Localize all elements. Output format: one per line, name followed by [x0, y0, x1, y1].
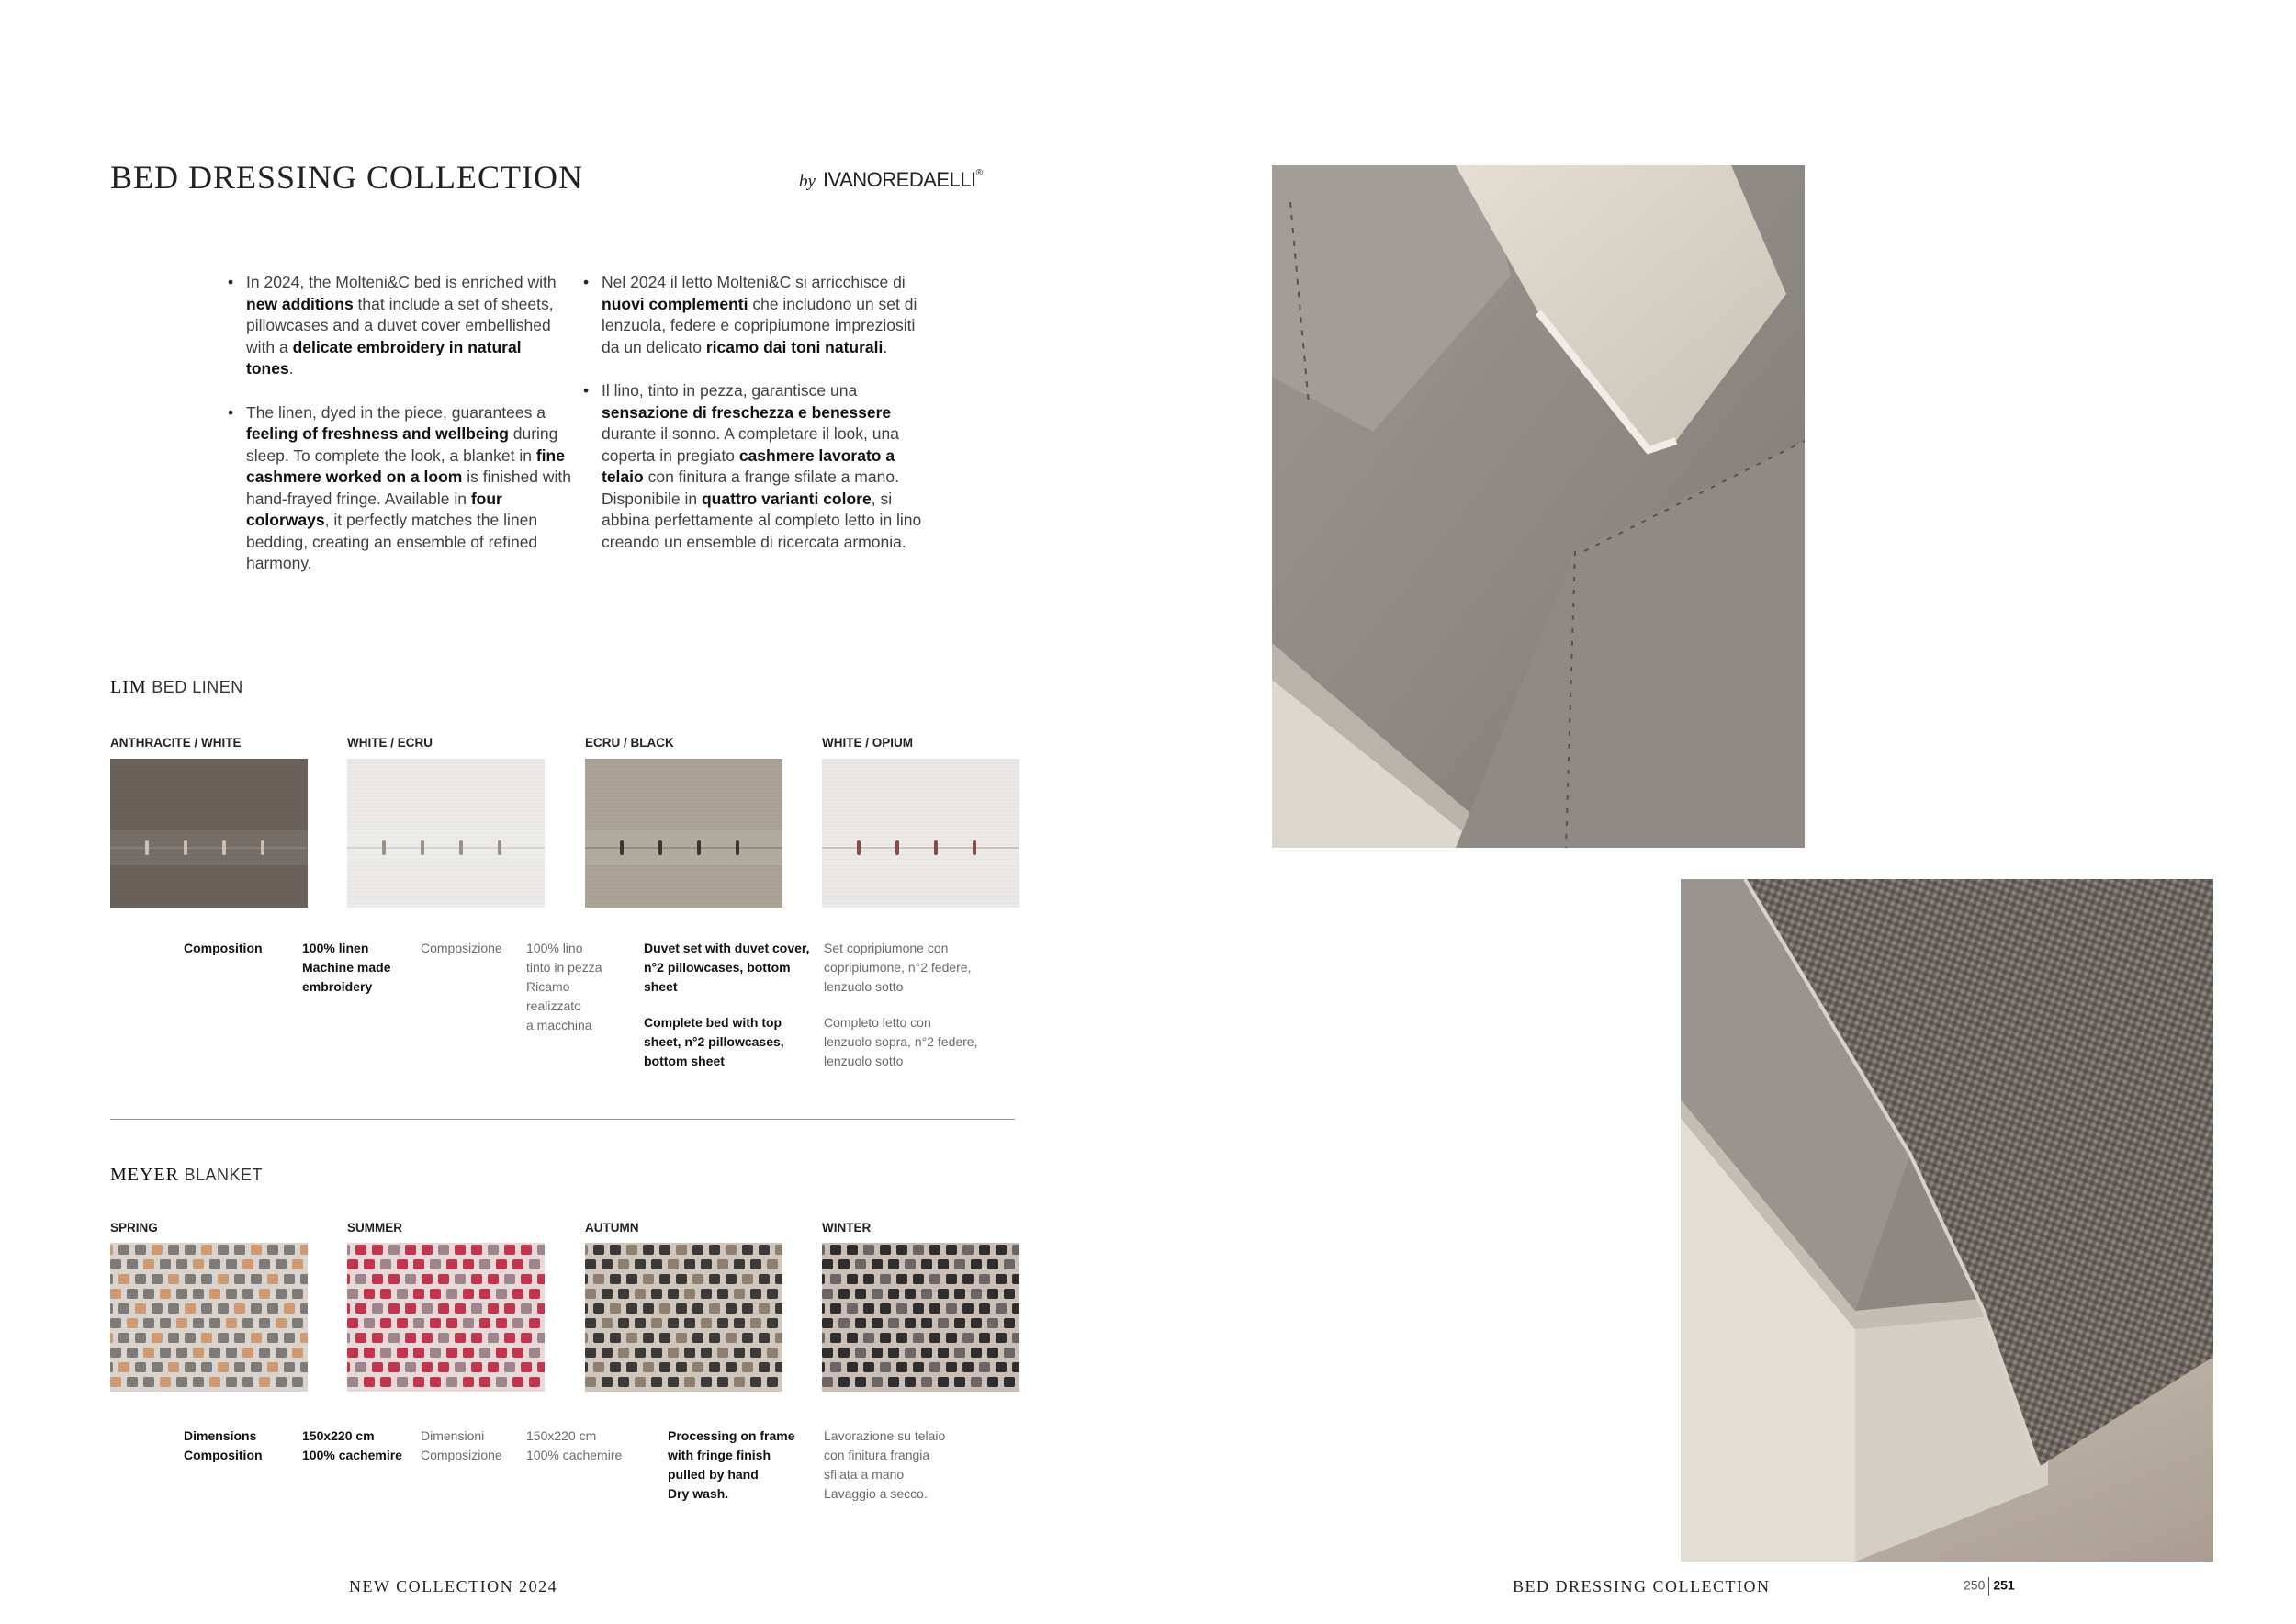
intro-text: durante il sonno. A completare il look, una coperta in pregiato: [602, 424, 899, 465]
spec-line: Machine made: [302, 960, 391, 975]
page-separator: [1988, 1577, 1989, 1596]
spec-line: Composizione: [421, 1448, 502, 1462]
composition-label: Composition: [184, 941, 263, 955]
spec-line: 100% cachemire: [302, 1448, 402, 1462]
spec-line: bottom sheet: [644, 1054, 725, 1068]
blanket-process-italian: [824, 1427, 945, 1504]
section-divider: [110, 1119, 1015, 1120]
blanket-spec-values-italian: [526, 1427, 622, 1465]
page-title: BED DRESSING COLLECTION: [110, 159, 583, 196]
spec-line: 100% linen: [302, 941, 369, 955]
page-numbers: [1964, 1577, 2015, 1596]
swatch-colorway-label: WINTER: [822, 1221, 872, 1235]
blanket-spec-values-english: [302, 1427, 402, 1465]
blanket-bed-photo: [1681, 879, 2213, 1562]
fabric-swatch: [110, 759, 308, 908]
linen-bed-photo: [1272, 165, 1805, 848]
intro-emphasis: ricamo dai toni naturali: [705, 337, 884, 356]
swatch-colorway-label: SUMMER: [347, 1221, 402, 1235]
complete-bed-english: [644, 1013, 784, 1071]
blanket-section-heading: [110, 1165, 263, 1186]
intro-text: Il lino, tinto in pezza, garantisce una: [602, 381, 858, 400]
brand-by: by: [799, 172, 816, 191]
spec-line: with fringe finish: [668, 1448, 771, 1462]
spec-line: Lavaggio a secco.: [824, 1486, 928, 1501]
intro-text: con finitura a frange sfilate a mano. Disponibile in: [602, 468, 899, 508]
intro-paragraph: [246, 402, 572, 575]
intro-emphasis: cashmere lavorato a telaio: [602, 445, 895, 486]
spec-line: sheet, n°2 pillowcases,: [644, 1034, 784, 1049]
swatch-colorway-label: WHITE / OPIUM: [822, 736, 913, 750]
swatch-colorway-label: ECRU / BLACK: [585, 736, 674, 750]
spec-line: embroidery: [302, 979, 373, 994]
intro-emphasis: feeling of freshness and wellbeing: [246, 424, 509, 443]
fabric-swatch: [347, 1243, 545, 1392]
intro-emphasis: delicate embroidery in natural tones: [246, 337, 522, 378]
registered-mark: ®: [975, 168, 984, 178]
page-number-left: 250: [1964, 1577, 1986, 1593]
spec-line: Ricamo: [526, 979, 570, 994]
footer-collection-title: NEW COLLECTION 2024: [349, 1577, 558, 1596]
intro-text: during sleep. To complete the look, a blanket in: [246, 424, 558, 465]
spec-line: sheet: [644, 979, 678, 994]
spec-line: 150x220 cm: [302, 1428, 375, 1443]
blanket-product-label: BLANKET: [184, 1166, 264, 1184]
linen-product-label: BED LINEN: [152, 678, 243, 696]
spec-line: pulled by hand: [668, 1467, 759, 1482]
blanket-process-english: [668, 1427, 795, 1504]
intro-emphasis: new additions: [246, 294, 354, 313]
composition-value: [302, 939, 390, 997]
intro-text: Nel 2024 il letto Molteni&C si arricchisce di: [602, 273, 906, 291]
intro-paragraph: [246, 272, 572, 380]
intro-paragraph: [602, 272, 928, 358]
fabric-swatch: [585, 1243, 782, 1392]
intro-emphasis: sensazione di freschezza e benessere: [602, 402, 892, 422]
spec-line: lenzuolo sotto: [824, 979, 904, 994]
swatch-colorway-label: ANTHRACITE / WHITE: [110, 736, 242, 750]
brand-signature: [799, 168, 983, 192]
spec-line: a macchina: [526, 1018, 592, 1032]
spec-line: sfilata a mano: [824, 1467, 905, 1482]
spec-line: Dimensions: [184, 1428, 257, 1443]
intro-text: .: [883, 337, 888, 356]
spec-line: Lavorazione su telaio: [824, 1428, 946, 1443]
spec-line: con finitura frangia: [824, 1448, 930, 1462]
composizione-value: [526, 939, 602, 1035]
intro-paragraph: [602, 380, 928, 553]
blanket-product-name: MEYER: [110, 1165, 179, 1185]
intro-text: is finished with hand-frayed fringe. Available in: [246, 468, 572, 508]
intro-text: In 2024, the Molteni&C bed is enriched with: [246, 273, 557, 291]
spec-line: Complete bed with top: [644, 1015, 782, 1030]
fabric-swatch: [822, 1243, 1019, 1392]
composizione-label: Composizione: [421, 941, 502, 955]
intro-text: , si abbina perfettamente al completo letto in lino creando un ensemble di ricercata armonia.: [602, 489, 922, 551]
intro-emphasis: nuovi complementi: [602, 294, 748, 313]
intro-text: che includono un set di lenzuola, federe e copripiumone impreziositi da un delicato: [602, 294, 917, 356]
spec-line: Duvet set with duvet cover,: [644, 941, 810, 955]
fabric-swatch: [110, 1243, 308, 1392]
spec-line: 100% lino: [526, 941, 583, 955]
intro-text: The linen, dyed in the piece, guarantees a: [246, 402, 546, 422]
intro-text: , it perfectly matches the linen bedding, creating an ensemble of refined harmony.: [246, 511, 538, 572]
spec-line: Set copripiumone con: [824, 941, 949, 955]
spec-line: lenzuolo sotto: [824, 1054, 904, 1068]
page-number-right: 251: [1993, 1577, 2015, 1593]
duvet-set-italian: [824, 939, 971, 997]
intro-emphasis: quattro varianti colore: [701, 489, 872, 508]
spec-line: tinto in pezza: [526, 960, 602, 975]
swatch-colorway-label: WHITE / ECRU: [347, 736, 433, 750]
duvet-set-english: [644, 939, 810, 997]
footer-section-title: BED DRESSING COLLECTION: [1513, 1577, 1771, 1596]
intro-emphasis: four colorways: [246, 489, 502, 529]
fabric-swatch: [822, 759, 1019, 908]
spec-line: Composition: [184, 1448, 263, 1462]
spec-line: 100% cachemire: [526, 1448, 623, 1462]
blanket-spec-labels-english: [184, 1427, 263, 1465]
brand-logo-text: IVANOREDAELLI: [822, 168, 976, 191]
spec-line: Processing on frame: [668, 1428, 795, 1443]
spec-line: Dry wash.: [668, 1486, 729, 1501]
intro-italian: [602, 272, 928, 575]
spec-line: realizzato: [526, 998, 581, 1013]
swatch-colorway-label: AUTUMN: [585, 1221, 639, 1235]
blanket-spec-labels-italian: [421, 1427, 502, 1465]
spec-line: copripiumone, n°2 federe,: [824, 960, 972, 975]
intro-text: that include a set of sheets, pillowcases and a duvet cover embellished with a: [246, 294, 554, 356]
complete-bed-italian: [824, 1013, 978, 1071]
fabric-swatch: [585, 759, 782, 908]
spec-line: lenzuolo sopra, n°2 federe,: [824, 1034, 978, 1049]
spec-line: 150x220 cm: [526, 1428, 597, 1443]
spec-line: Dimensioni: [421, 1428, 485, 1443]
swatch-colorway-label: SPRING: [110, 1221, 158, 1235]
linen-product-name: LIM: [110, 677, 147, 697]
spec-line: Completo letto con: [824, 1015, 931, 1030]
linen-section-heading: [110, 677, 243, 698]
intro-emphasis: fine cashmere worked on a loom: [246, 445, 565, 486]
spec-line: n°2 pillowcases, bottom: [644, 960, 791, 975]
intro-english: [246, 272, 572, 597]
fabric-swatch: [347, 759, 545, 908]
intro-text: .: [288, 359, 294, 378]
